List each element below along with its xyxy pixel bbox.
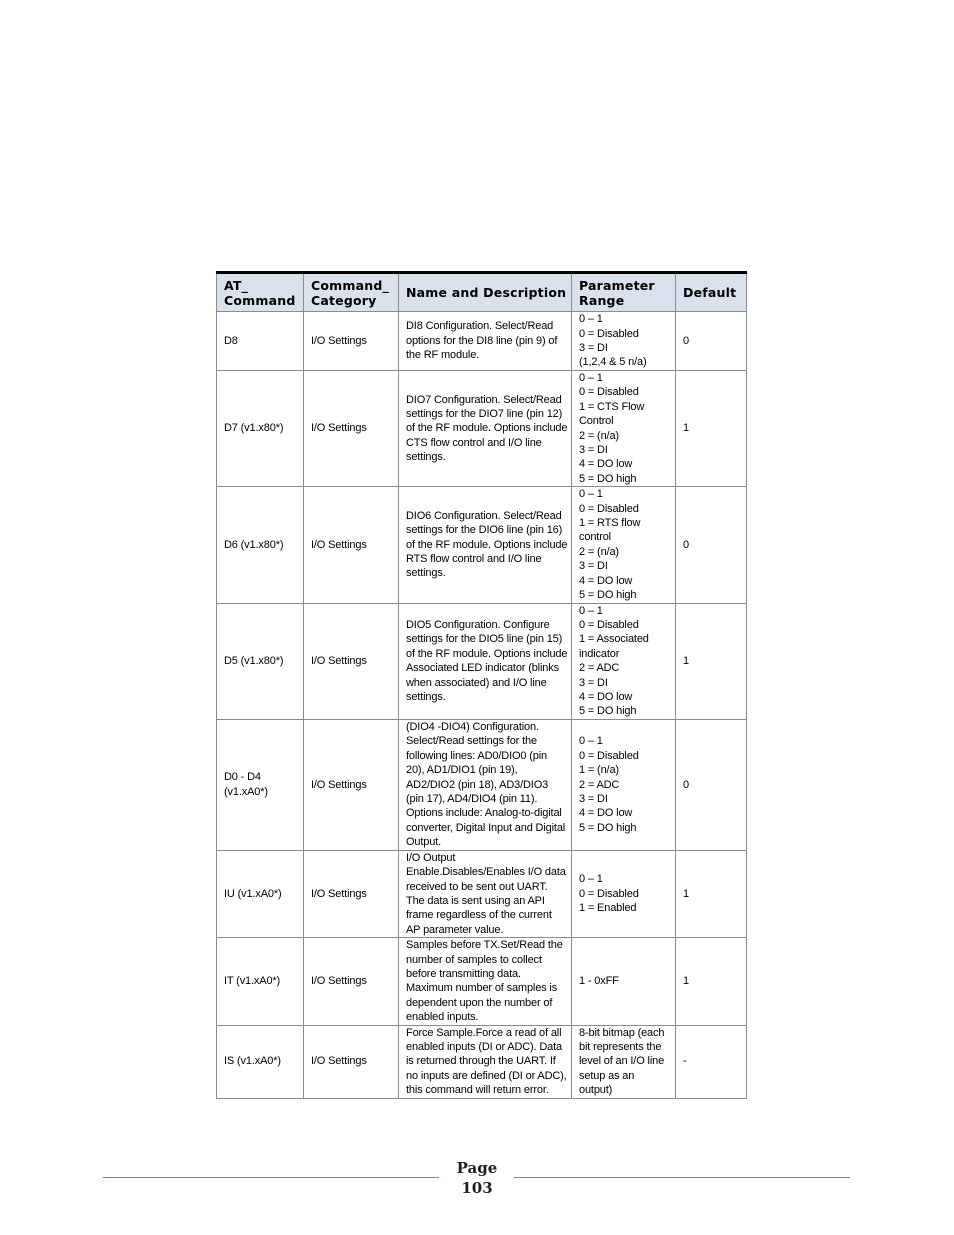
table-row [217, 1025, 747, 1098]
cell-range: 8-bit bitmap (each bit represents the level of an I/O line setup as an output) [572, 1025, 676, 1098]
table-row [217, 850, 747, 937]
cell-range: 0 – 1 0 = Disabled 3 = DI (1,2,4 & 5 n/a) [572, 312, 676, 371]
header-command-category: Command_ Category [304, 273, 399, 312]
table-row [217, 938, 747, 1025]
cell-range: 0 – 1 0 = Disabled 1 = RTS flow control 2 = (n/a) 3 = DI 4 = DO low 5 = DO high [572, 487, 676, 603]
cell-category: I/O Settings [304, 850, 399, 937]
header-default: Default [676, 273, 747, 312]
cell-command: D8 [217, 312, 304, 371]
cell-description: Samples before TX.Set/Read the number of samples to collect before transmitting data. Maximum number of samples is dependent upon the number of enabled inputs. [399, 938, 572, 1025]
cell-command: IU (v1.xA0*) [217, 850, 304, 937]
cell-category: I/O Settings [304, 312, 399, 371]
cell-default: - [676, 1025, 747, 1098]
cell-description: DIO6 Configuration. Select/Read settings for the DIO6 line (pin 16) of the RF module. Options include RTS flow control and I/O line settings. [399, 487, 572, 603]
at-command-table [216, 271, 747, 1099]
cell-default: 0 [676, 487, 747, 603]
table-row [217, 603, 747, 719]
cell-range: 0 – 1 0 = Disabled 1 = CTS Flow Control 2 = (n/a) 3 = DI 4 = DO low 5 = DO high [572, 371, 676, 487]
cell-default: 1 [676, 371, 747, 487]
cell-category: I/O Settings [304, 487, 399, 603]
cell-range: 0 – 1 0 = Disabled 1 = Enabled [572, 850, 676, 937]
cell-description: (DIO4 -DIO4) Configuration. Select/Read settings for the following lines: AD0/DIO0 (pin 20), AD1/DIO1 (pin 19), AD2/DIO2 (pin 18), AD3/DIO3 (pin 17), AD4/DIO4 (pin 11). Options include: Analog-to-digital converter, Digital Input and Digital Output. [399, 719, 572, 850]
cell-command: D5 (v1.x80*) [217, 603, 304, 719]
cell-default: 1 [676, 603, 747, 719]
table-row [217, 487, 747, 603]
cell-description: Force Sample.Force a read of all enabled inputs (DI or ADC). Data is returned through the UART. If no inputs are defined (DI or ADC), this command will return error. [399, 1025, 572, 1098]
cell-default: 1 [676, 938, 747, 1025]
table-header-row [217, 273, 747, 312]
table-row [217, 312, 747, 371]
cell-description: DIO7 Configuration. Select/Read settings for the DIO7 line (pin 12) of the RF module. Options include CTS flow control and I/O line settings. [399, 371, 572, 487]
cell-range: 0 – 1 0 = Disabled 1 = Associated indicator 2 = ADC 3 = DI 4 = DO low 5 = DO high [572, 603, 676, 719]
cell-command: IS (v1.xA0*) [217, 1025, 304, 1098]
footer-rule-right [514, 1177, 850, 1178]
header-parameter-range: Parameter Range [572, 273, 676, 312]
cell-category: I/O Settings [304, 371, 399, 487]
cell-default: 0 [676, 312, 747, 371]
table-row [217, 371, 747, 487]
cell-range: 0 – 1 0 = Disabled 1 = (n/a) 2 = ADC 3 = DI 4 = DO low 5 = DO high [572, 719, 676, 850]
cell-category: I/O Settings [304, 603, 399, 719]
page-number: Page 103 [456, 1159, 498, 1197]
cell-description: I/O Output Enable.Disables/Enables I/O data received to be sent out UART. The data is sent using an API frame regardless of the current AP parameter value. [399, 850, 572, 937]
header-name-description: Name and Description [399, 273, 572, 312]
cell-default: 1 [676, 850, 747, 937]
footer-rule-left [103, 1177, 439, 1178]
cell-category: I/O Settings [304, 719, 399, 850]
cell-command: D0 - D4 (v1.xA0*) [217, 719, 304, 850]
cell-command: D7 (v1.x80*) [217, 371, 304, 487]
cell-description: DIO5 Configuration. Configure settings for the DIO5 line (pin 15) of the RF module. Options include Associated LED indicator (blinks when associated) and I/O line settings. [399, 603, 572, 719]
cell-category: I/O Settings [304, 1025, 399, 1098]
table-row [217, 719, 747, 850]
cell-category: I/O Settings [304, 938, 399, 1025]
cell-range: 1 - 0xFF [572, 938, 676, 1025]
cell-command: IT (v1.xA0*) [217, 938, 304, 1025]
header-at-command: AT_ Command [217, 273, 304, 312]
cell-default: 0 [676, 719, 747, 850]
cell-command: D6 (v1.x80*) [217, 487, 304, 603]
cell-description: DI8 Configuration. Select/Read options for the DI8 line (pin 9) of the RF module. [399, 312, 572, 371]
